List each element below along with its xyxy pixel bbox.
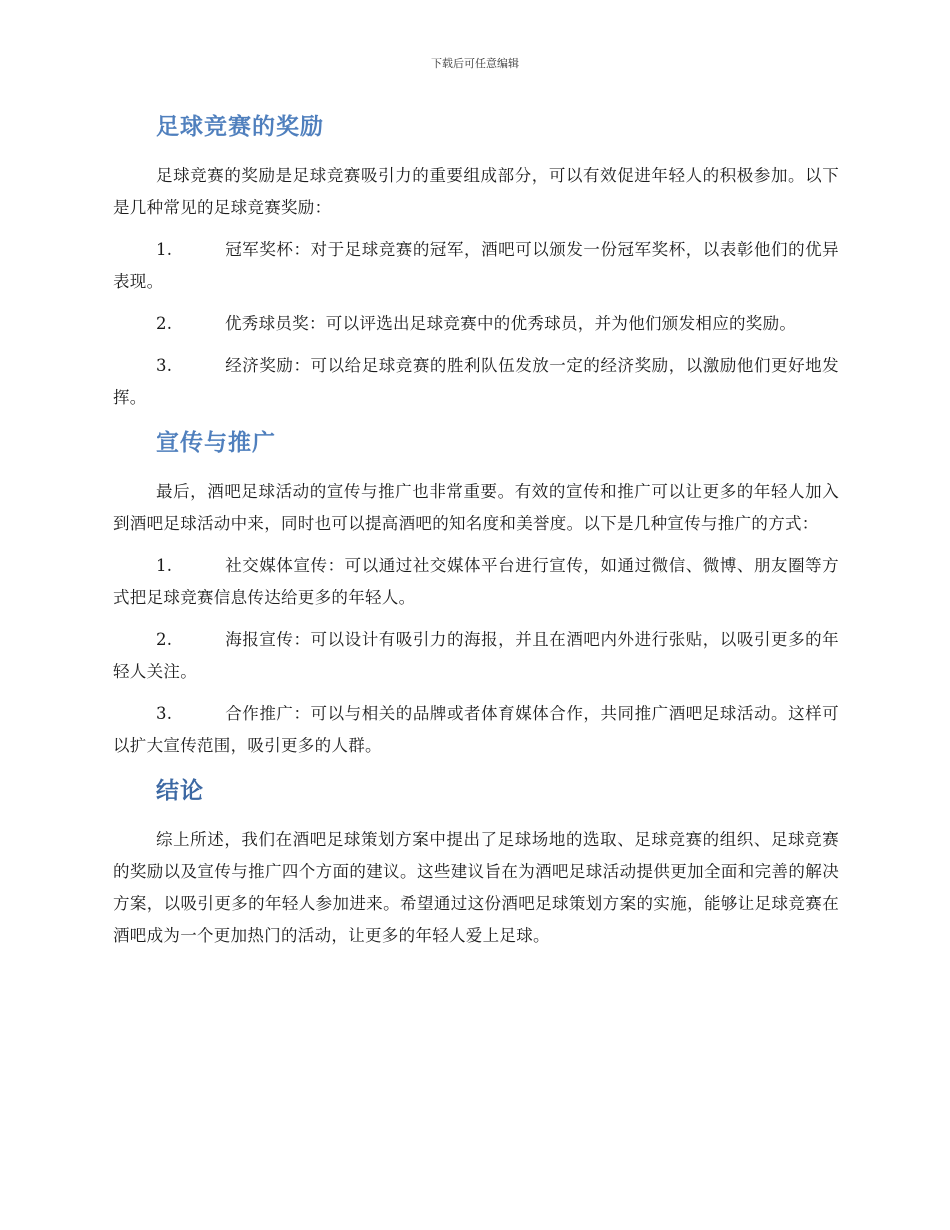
list-number: 3. (156, 704, 173, 723)
list-text: 经济奖励：可以给足球竞赛的胜利队伍发放一定的经济奖励，以激励他们更好地发挥。 (113, 356, 839, 407)
list-item (113, 234, 839, 298)
list-text: 冠军奖杯：对于足球竞赛的冠军，酒吧可以颁发一份冠军奖杯，以表彰他们的优异表现。 (113, 240, 839, 291)
page-header: 下载后可任意编辑 (431, 57, 519, 70)
list-item (113, 550, 839, 614)
section-title: 足球竞赛的奖励 (156, 114, 324, 140)
list-item (113, 308, 839, 340)
section-intro: 综上所述，我们在酒吧足球策划方案中提出了足球场地的选取、足球竞赛的组织、足球竞赛的奖励以及宣传与推广四个方面的建议。这些建议旨在为酒吧足球活动提供更加全面和完善的解决方案，以吸引更多的年轻人参加进来。希望通过这份酒吧足球策划方案的实施，能够让足球竞赛在酒吧成为一个更加热门的活动，让更多的年轻人爱上足球。 (113, 830, 839, 945)
list-number: 2. (156, 630, 173, 649)
list-text: 优秀球员奖：可以评选出足球竞赛中的优秀球员，并为他们颁发相应的奖励。 (225, 314, 797, 333)
list-text: 海报宣传：可以设计有吸引力的海报，并且在酒吧内外进行张贴，以吸引更多的年轻人关注。 (113, 630, 839, 681)
section-title: 结论 (156, 778, 204, 804)
section-title: 宣传与推广 (156, 430, 276, 456)
section-promotion (113, 424, 839, 762)
section-conclusion (113, 772, 839, 952)
list-number: 1. (156, 556, 173, 575)
list-number: 1. (156, 240, 173, 259)
section-intro: 足球竞赛的奖励是足球竞赛吸引力的重要组成部分，可以有效促进年轻人的积极参加。以下是几种常见的足球竞赛奖励： (113, 166, 839, 217)
list-item (113, 698, 839, 762)
list-number: 3. (156, 356, 173, 375)
section-rewards (113, 108, 839, 414)
list-item (113, 624, 839, 688)
section-intro: 最后，酒吧足球活动的宣传与推广也非常重要。有效的宣传和推广可以让更多的年轻人加入到酒吧足球活动中来，同时也可以提高酒吧的知名度和美誉度。以下是几种宣传与推广的方式： (113, 482, 839, 533)
list-item (113, 350, 839, 414)
list-number: 2. (156, 314, 173, 333)
document-body (113, 108, 839, 962)
list-text: 合作推广：可以与相关的品牌或者体育媒体合作，共同推广酒吧足球活动。这样可以扩大宣传范围，吸引更多的人群。 (113, 704, 839, 755)
list-text: 社交媒体宣传：可以通过社交媒体平台进行宣传，如通过微信、微博、朋友圈等方式把足球竞赛信息传达给更多的年轻人。 (113, 556, 839, 607)
